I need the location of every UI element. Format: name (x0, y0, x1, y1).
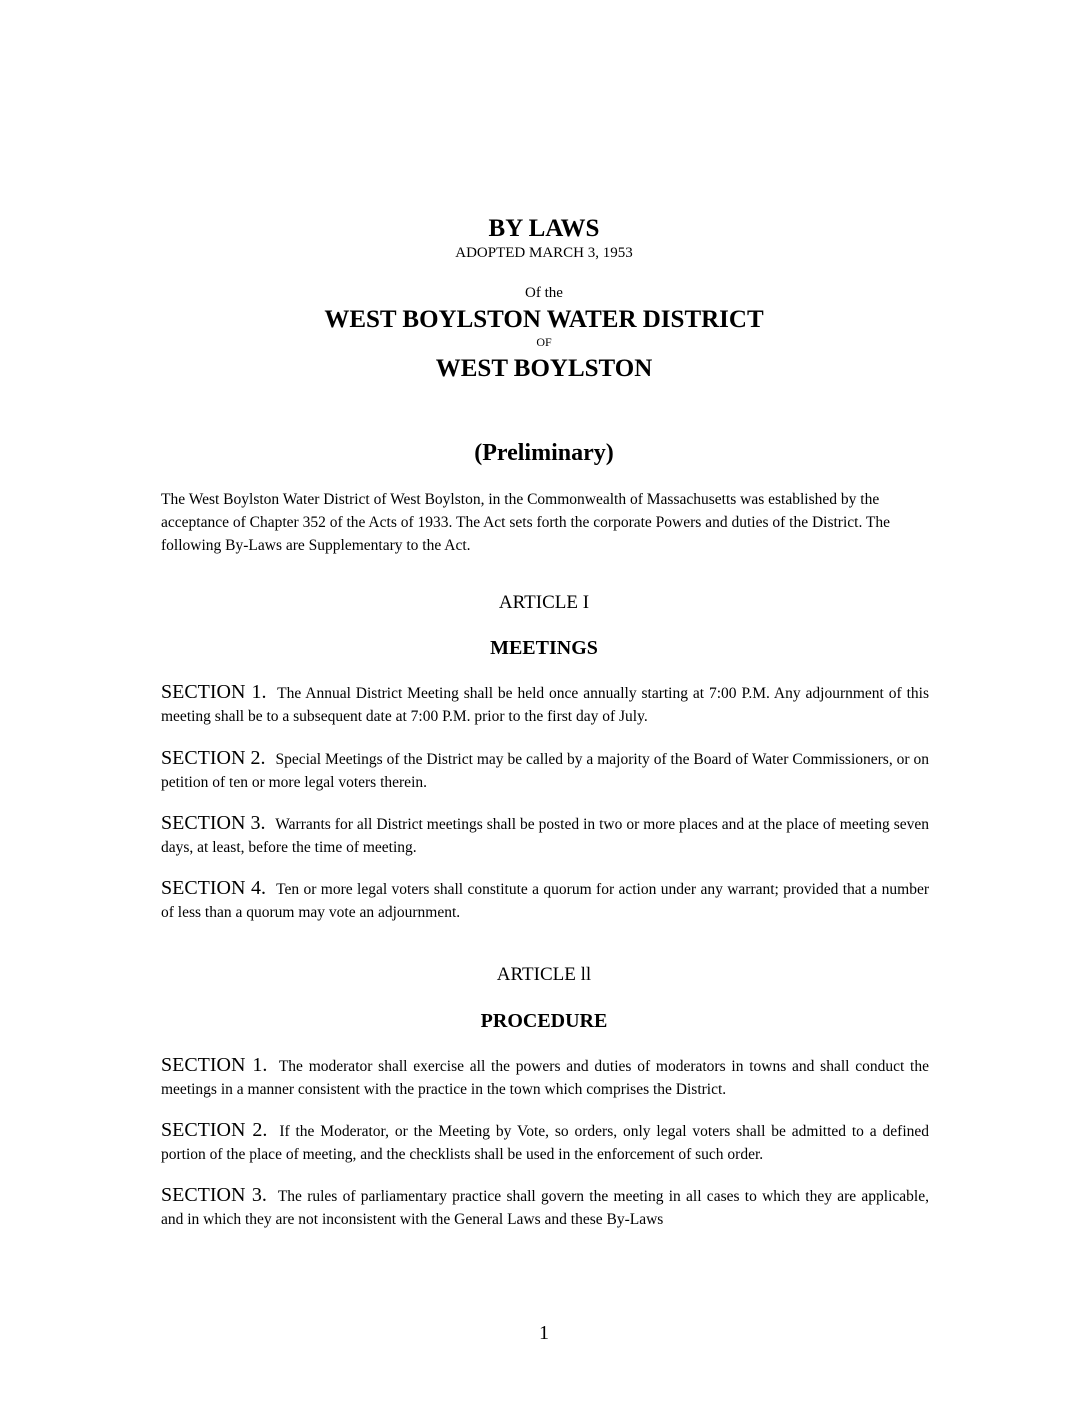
section-label: SECTION 2. (161, 1119, 268, 1141)
article-1-section-3 (161, 812, 929, 859)
article-2-section-2 (161, 1119, 929, 1166)
section-text: The moderator shall exercise all the powers and duties of moderators in towns and shall conduct the meetings in a manner consistent with the practice in the town which comprises the District. (161, 1058, 929, 1098)
preliminary-text: The West Boylston Water District of West Boylston, in the Commonwealth of Massachusetts was established by the acceptance of Chapter 352 of the Acts of 1933. The Act sets forth the corporate Powers and duties of the District. The following By-Laws are Supplementary to the Act. (161, 491, 891, 554)
section-text: Ten or more legal voters shall constitute a quorum for action under any warrant; provided that a number of less than a quorum may vote an adjournment. (161, 881, 929, 921)
section-text: If the Moderator, or the Meeting by Vote, so orders, only legal voters shall be admitted to a defined portion of the place of meeting, and the checklists shall be used in the enforcement of such order. (161, 1123, 930, 1163)
section-label: SECTION 3. (161, 1184, 267, 1206)
article-2-heading: PROCEDURE (480, 1010, 608, 1032)
article-1-section-1 (161, 681, 929, 728)
preliminary-heading: (Preliminary) (474, 440, 614, 466)
of-text: OF (536, 335, 552, 349)
article-2-section-3 (161, 1184, 929, 1231)
document-title: BY LAWS (488, 215, 600, 242)
section-label: SECTION 1. (161, 681, 267, 703)
section-text: Special Meetings of the District may be called by a majority of the Board of Water Commissioners, or on petition of ten or more legal voters therein. (161, 751, 930, 791)
article-2-label: ARTICLE ll (496, 964, 592, 985)
article-1-heading: MEETINGS (490, 637, 598, 659)
adoption-date: ADOPTED MARCH 3, 1953 (455, 245, 633, 261)
town-name: WEST BOYLSTON (435, 355, 653, 382)
article-1-section-4 (161, 877, 929, 924)
article-2-section-1 (161, 1054, 929, 1101)
section-label: SECTION 2. (161, 747, 266, 769)
article-1-section-2 (161, 747, 929, 794)
section-label: SECTION 3. (161, 812, 266, 834)
page-number: 1 (539, 1322, 549, 1344)
section-label: SECTION 4. (161, 877, 266, 899)
section-label: SECTION 1. (161, 1054, 268, 1076)
section-text: The rules of parliamentary practice shall govern the meeting in all cases to which they are applicable, and in which they are not inconsistent with the General Laws and these By-Laws (161, 1188, 929, 1228)
district-name: WEST BOYLSTON WATER DISTRICT (324, 306, 764, 333)
section-text: The Annual District Meeting shall be held once annually starting at 7:00 P.M. Any adjournment of this meeting shall be to a subsequent date at 7:00 P.M. prior to the first day of July. (161, 685, 929, 725)
section-text: Warrants for all District meetings shall be posted in two or more places and at the place of meeting seven days, at least, before the time of meeting. (161, 816, 929, 856)
of-the-text: Of the (525, 285, 563, 301)
article-1-label: ARTICLE I (498, 592, 590, 613)
